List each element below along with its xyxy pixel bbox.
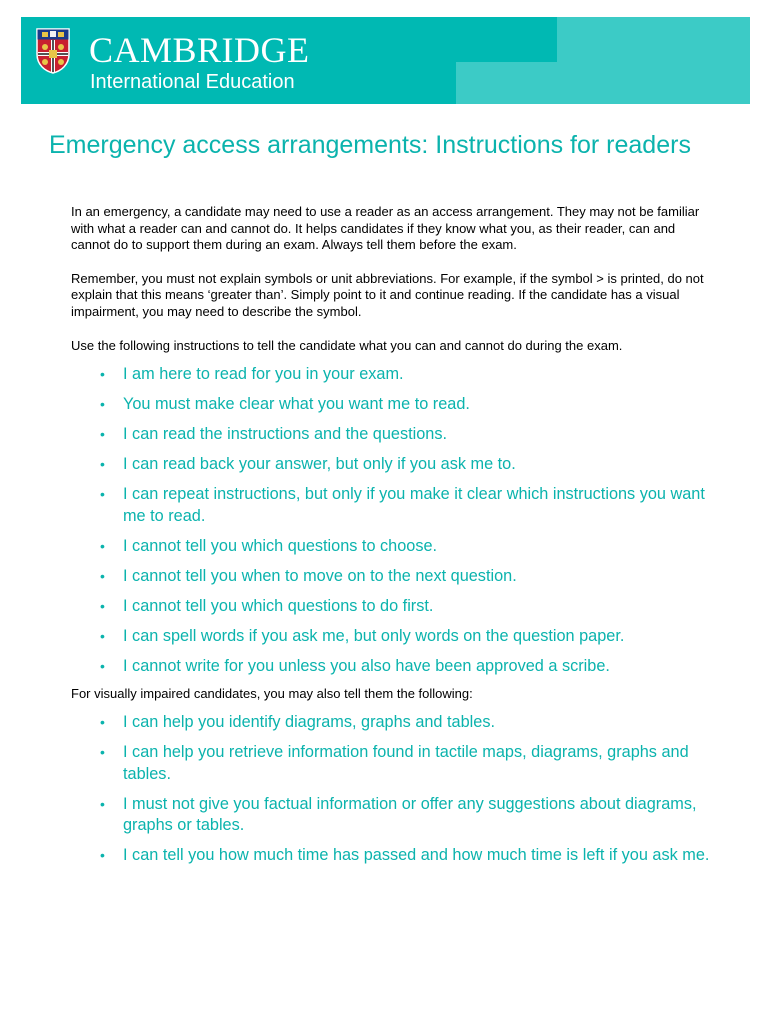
bullet-icon: • bbox=[100, 567, 105, 584]
list-item-text: I can tell you how much time has passed and how much time is left if you ask me. bbox=[123, 846, 710, 865]
list-item-text: You must make clear what you want me to read. bbox=[123, 395, 470, 414]
document-body bbox=[71, 204, 711, 875]
list-item bbox=[71, 742, 711, 785]
list-item bbox=[71, 712, 711, 734]
list-item-text: I can help you identify diagrams, graphs and tables. bbox=[123, 713, 495, 732]
bullet-icon: • bbox=[100, 795, 105, 812]
list-item bbox=[71, 364, 711, 386]
reader-instructions-list bbox=[71, 364, 711, 677]
bullet-icon: • bbox=[100, 486, 105, 503]
list-item bbox=[71, 626, 711, 648]
cambridge-shield-icon bbox=[36, 28, 70, 74]
list-item-text: I can spell words if you ask me, but only words on the question paper. bbox=[123, 626, 625, 645]
bullet-icon: • bbox=[100, 456, 105, 473]
list-item bbox=[71, 566, 711, 588]
list-item-text: I can repeat instructions, but only if you make it clear which instructions you want me to read. bbox=[123, 485, 705, 525]
header-accent-block-top bbox=[557, 17, 750, 62]
intro-paragraph: In an emergency, a candidate may need to use a reader as an access arrangement. They may not be familiar with what a reader can and cannot do. It helps candidates if they know what you, as their reader, can and cannot do to support them during an exam. Always tell them before the exam. bbox=[71, 204, 700, 253]
bullet-icon: • bbox=[100, 657, 105, 674]
header-accent-block-bottom bbox=[456, 62, 750, 104]
brand-name: CAMBRIDGE bbox=[89, 30, 310, 70]
list-item bbox=[71, 424, 711, 446]
list-item-text: I am here to read for you in your exam. bbox=[123, 365, 404, 384]
list-item bbox=[71, 794, 711, 837]
list-item bbox=[71, 845, 711, 867]
list-item-text: I can help you retrieve information found in tactile maps, diagrams, graphs and tables. bbox=[123, 743, 689, 783]
list-item bbox=[71, 484, 711, 527]
bullet-icon: • bbox=[100, 744, 105, 761]
list-item-text: I cannot tell you which questions to do first. bbox=[123, 596, 434, 615]
bullet-icon: • bbox=[100, 366, 105, 383]
bullet-icon: • bbox=[100, 426, 105, 443]
list-item-text: I cannot write for you unless you also have been approved a scribe. bbox=[123, 656, 610, 675]
bullet-icon: • bbox=[100, 537, 105, 554]
bullet-icon: • bbox=[100, 396, 105, 413]
list-item bbox=[71, 394, 711, 416]
list-item-text: I cannot tell you when to move on to the next question. bbox=[123, 566, 517, 585]
page-title: Emergency access arrangements: Instructions for readers bbox=[49, 131, 691, 159]
symbols-paragraph: Remember, you must not explain symbols or unit abbreviations. For example, if the symbol > is printed, do not explain that this means ‘greater than’. Simply point to it and continue reading. If the candidate has a visual impairment, you may need to describe the symbol. bbox=[71, 270, 704, 319]
list-item-text: I can read back your answer, but only if you ask me to. bbox=[123, 455, 516, 474]
bullet-icon: • bbox=[100, 597, 105, 614]
bullet-icon: • bbox=[100, 847, 105, 864]
bullet-icon: • bbox=[100, 627, 105, 644]
bullet-icon: • bbox=[100, 714, 105, 731]
page-header bbox=[21, 17, 750, 104]
list-item bbox=[71, 454, 711, 476]
instructions-intro: Use the following instructions to tell the candidate what you can and cannot do during the exam. bbox=[71, 337, 623, 353]
list-item-text: I must not give you factual information or offer any suggestions about diagrams, graphs or tables. bbox=[123, 794, 697, 835]
brand-subtitle: International Education bbox=[90, 71, 295, 93]
list-item bbox=[71, 536, 711, 558]
list-item-text: I cannot tell you which questions to choose. bbox=[123, 536, 438, 555]
visually-impaired-instructions-list bbox=[71, 712, 711, 867]
list-item bbox=[71, 596, 711, 618]
list-item-text: I can read the instructions and the questions. bbox=[123, 425, 448, 444]
list-item bbox=[71, 656, 711, 678]
visually-impaired-intro: For visually impaired candidates, you may also tell them the following: bbox=[71, 685, 473, 701]
